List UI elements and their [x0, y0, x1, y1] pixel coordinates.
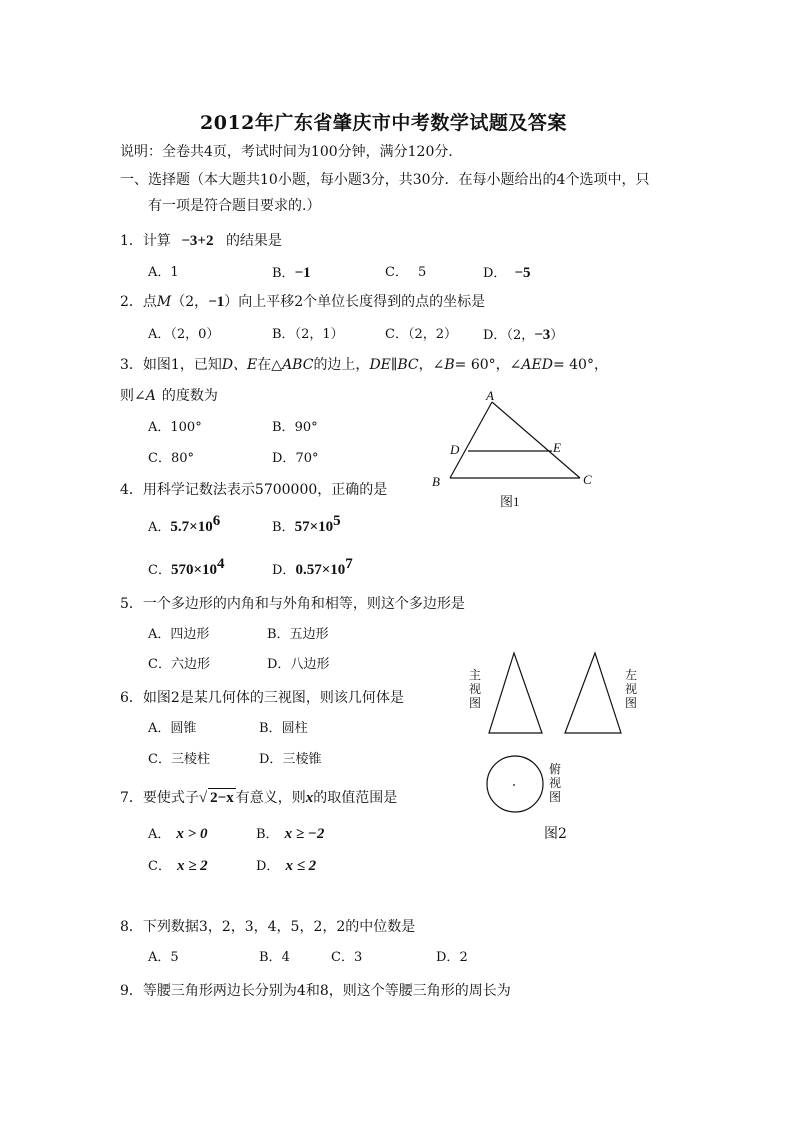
top-view-label: 俯视图 [548, 762, 561, 804]
side-ab [450, 402, 492, 478]
question-1-expression: −3+2 [181, 233, 214, 249]
instructions: 说明：全卷共4页，考试时间为100分钟，满分120分． [120, 144, 463, 160]
q7-option-b: B． x ≥ −2 [256, 826, 325, 842]
page-title: 2012年广东省肇庆市中考数学试题及答案 [200, 112, 567, 134]
q4-option-a: A．$5.7\times 10^6$ [148, 513, 221, 535]
q5-option-b: B．五边形 [267, 627, 329, 642]
left-view-label: 左视图 [624, 668, 637, 710]
label-c: C [583, 472, 592, 487]
q5-option-d: D．八边形 [267, 657, 330, 672]
section-heading-line1: 一、选择题（本大题共10小题，每小题3分，共30分．在每小题给出的4个选项中，只 [120, 172, 650, 188]
q5-option-a: A．四边形 [148, 627, 210, 642]
question-4-stem: 4．用科学记数法表示5700000，正确的是 [120, 482, 388, 498]
question-7-radicand: 2−x [210, 790, 234, 806]
question-3-stem-line1: 3．如图1，已知D、E在△ABC的边上，DE∥BC，∠B= 60°，∠AED= 40°， [120, 357, 608, 373]
question-2-stem: 2．点M（2，−1）向上平移2个单位长度得到的点的坐标是 [120, 294, 486, 310]
q3-option-a: A．100° [148, 420, 202, 435]
q6-option-a: A．圆锥 [148, 721, 197, 736]
label-b: B [432, 474, 440, 489]
question-8-stem: 8．下列数据3，2，3，4，5，2，2的中位数是 [120, 919, 416, 935]
q4-option-d: D．$0.57\times 10^7$ [272, 556, 353, 578]
left-view-triangle [562, 650, 624, 736]
question-5-stem: 5．一个多边形的内角和与外角和相等，则这个多边形是 [120, 596, 465, 612]
figure-1-triangle [420, 385, 600, 515]
q8-option-c: C．3 [331, 950, 363, 965]
figure-2-caption: 图2 [544, 826, 567, 842]
section-heading-line2: 有一项是符合题目要求的.） [148, 198, 321, 214]
question-9-stem: 9．等腰三角形两边长分别为4和8，则这个等腰三角形的周长为 [120, 983, 511, 999]
q3-option-b: B．90° [272, 420, 318, 435]
q6-option-b: B．圆柱 [259, 721, 308, 736]
q1-option-a: A．1 [148, 265, 179, 280]
q3-option-c: C．80° [148, 451, 194, 466]
q6-option-c: C．三棱柱 [148, 752, 210, 767]
q8-option-d: D．2 [436, 950, 468, 965]
q2-option-d: D．（2，−3） [483, 327, 564, 343]
q2-option-b: B．（2，1） [272, 327, 344, 342]
question-1-stem: 1．计算 −3+2 的结果是 [120, 233, 282, 249]
q1-option-d: D． −5 [483, 265, 531, 281]
q1-option-b: B．−1 [272, 265, 311, 281]
figure-1-caption: 图1 [500, 494, 520, 509]
question-3-stem-line2: 则∠A 的度数为 [120, 388, 218, 404]
front-view-triangle [486, 650, 546, 736]
q8-option-b: B．4 [259, 950, 290, 965]
q6-option-d: D．三棱锥 [259, 752, 322, 767]
front-view-label: 主视图 [468, 668, 481, 710]
q4-option-c: C．$570\times 10^4$ [148, 556, 225, 578]
q3-option-d: D．70° [272, 451, 319, 466]
q7-option-d: D． x ≤ 2 [256, 858, 317, 874]
q2-option-a: A．（2，0） [148, 327, 220, 342]
q7-option-a: A． x > 0 [148, 826, 208, 842]
question-6-stem: 6．如图2是某几何体的三视图，则该几何体是 [120, 690, 404, 706]
q1-option-c: C． 5 [385, 265, 427, 280]
top-view-circle [484, 753, 548, 817]
label-a: A [486, 388, 494, 403]
label-e: E [553, 440, 561, 455]
q5-option-c: C．六边形 [148, 657, 210, 672]
q7-option-c: C． x ≥ 2 [148, 858, 208, 874]
question-7-stem: 7．要使式子√ 2−x 有意义，则x的取值范围是 [120, 790, 398, 806]
q2-option-c: C．（2，2） [385, 327, 457, 342]
label-d: D [450, 442, 460, 457]
q4-option-b: B．$57\times 10^5$ [272, 513, 341, 535]
side-ac [492, 402, 580, 478]
q8-option-a: A．5 [148, 950, 179, 965]
